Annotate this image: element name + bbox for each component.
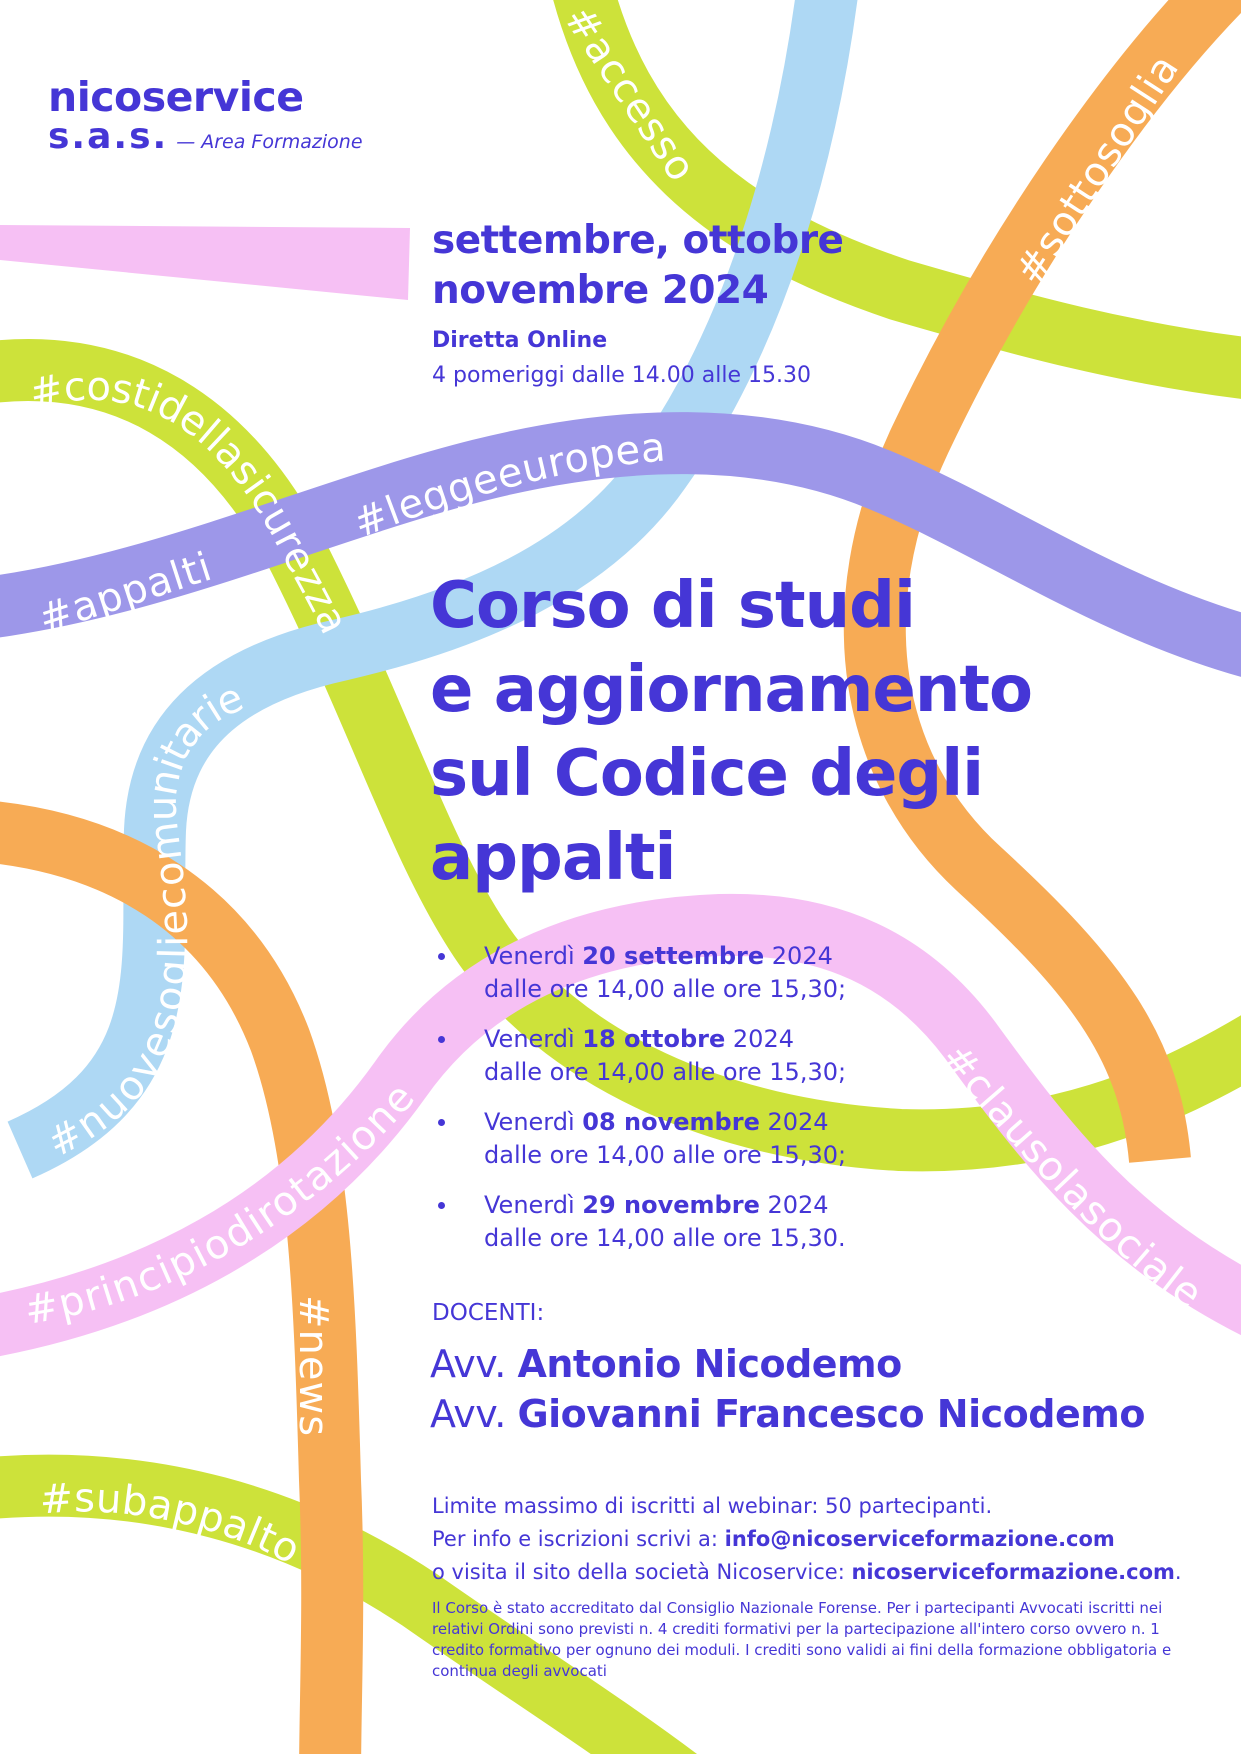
hashtag-accesso: #accesso [555, 0, 705, 191]
mode-hours: 4 pomeriggi dalle 14.00 alle 15.30 [432, 363, 811, 388]
limit-text: Limite massimo di iscritti al webinar: 50 partecipanti. [432, 1494, 993, 1518]
docenti-label: DOCENTI: [432, 1300, 545, 1326]
title-line-3: sul Codice degli [430, 737, 984, 811]
session-date: 29 novembre [582, 1191, 760, 1219]
hashtag-clausolasociale: #clausolasociale [931, 1035, 1212, 1319]
site-suffix: . [1174, 1560, 1182, 1584]
docente-name: Antonio Nicodemo [517, 1342, 902, 1386]
session-date: 20 settembre [582, 942, 765, 970]
hashtag-news-vertical: #news [290, 1295, 336, 1438]
session-day: Venerdì [484, 942, 575, 970]
hashtag-principiodirotazione: #principiodirotazione [21, 1073, 425, 1334]
session-item [432, 940, 846, 1006]
pink-band-top [0, 225, 410, 300]
course-months [432, 216, 844, 316]
months-line-2: novembre 2024 [432, 268, 769, 313]
session-item [432, 1023, 846, 1089]
hashtag-appalti: #appalti [33, 543, 218, 643]
session-time: dalle ore 14,00 alle ore 15,30; [484, 1058, 847, 1086]
session-item [432, 1106, 846, 1172]
docente-title: Avv. [430, 1342, 506, 1386]
accreditation-note: Il Corso è stato accreditato dal Consiglio Nazionale Forense. Per i partecipanti Avvocati iscritti nei relativi Ordini sono previsti n. 4 crediti formativi per la partecipazione all'intero corso ovvero n. 1 credito formativo per ognuno dei moduli. I crediti sono validi ai fini della formazione obbligatoria e continua degli avvocati [432, 1599, 1172, 1680]
session-list [432, 940, 846, 1272]
session-day: Venerdì [484, 1191, 575, 1219]
site-link[interactable]: nicoserviceformazione.com [851, 1560, 1175, 1584]
session-year: 2024 [767, 1191, 829, 1219]
session-year: 2024 [732, 1025, 794, 1053]
docente-1 [430, 1342, 902, 1386]
title-line-1: Corso di studi [430, 569, 915, 643]
mode-label: Diretta Online [432, 328, 608, 353]
bullet-icon [438, 1036, 445, 1043]
session-time: dalle ore 14,00 alle ore 15,30; [484, 975, 847, 1003]
brand-sas: s.a.s. [48, 116, 169, 157]
hashtag-nuovesogliecomunitarie: #nuovesogliecomunitarie [39, 674, 251, 1167]
course-mode [432, 323, 811, 393]
session-item [432, 1189, 846, 1255]
session-date: 18 ottobre [582, 1025, 726, 1053]
site-prefix: o visita il sito della società Nicoservice: [432, 1560, 852, 1584]
session-date: 08 novembre [582, 1108, 760, 1136]
hashtag-leggeeuropea: #leggeeuropea [347, 424, 669, 548]
hashtag-sottosoglia: #sottosoglia [1006, 46, 1189, 294]
docente-name: Giovanni Francesco Nicodemo [517, 1392, 1145, 1436]
brand-name: nicoservice [48, 73, 304, 121]
email-link[interactable]: info@nicoserviceformazione.com [724, 1527, 1115, 1551]
brand-area: — Area Formazione [176, 131, 363, 153]
brand-logo [48, 73, 363, 157]
docente-2 [430, 1392, 1145, 1436]
session-day: Venerdì [484, 1025, 575, 1053]
session-time: dalle ore 14,00 alle ore 15,30. [484, 1224, 846, 1252]
session-time: dalle ore 14,00 alle ore 15,30; [484, 1141, 847, 1169]
email-prefix: Per info e iscrizioni scrivi a: [432, 1527, 725, 1551]
course-title [430, 564, 1170, 900]
hashtag-subappalto: #subappalto [38, 1475, 309, 1574]
docente-title: Avv. [430, 1392, 506, 1436]
title-line-4: appalti [430, 821, 676, 895]
title-line-2: e aggiornamento [430, 653, 1032, 727]
session-year: 2024 [771, 942, 833, 970]
hashtag-costidellasicurezza: #costidellasicurezza [25, 363, 358, 642]
session-year: 2024 [767, 1108, 829, 1136]
info-block [432, 1490, 1182, 1589]
bullet-icon [438, 953, 445, 960]
months-line-1: settembre, ottobre [432, 218, 844, 263]
bullet-icon [438, 1202, 445, 1209]
bullet-icon [438, 1119, 445, 1126]
session-day: Venerdì [484, 1108, 575, 1136]
